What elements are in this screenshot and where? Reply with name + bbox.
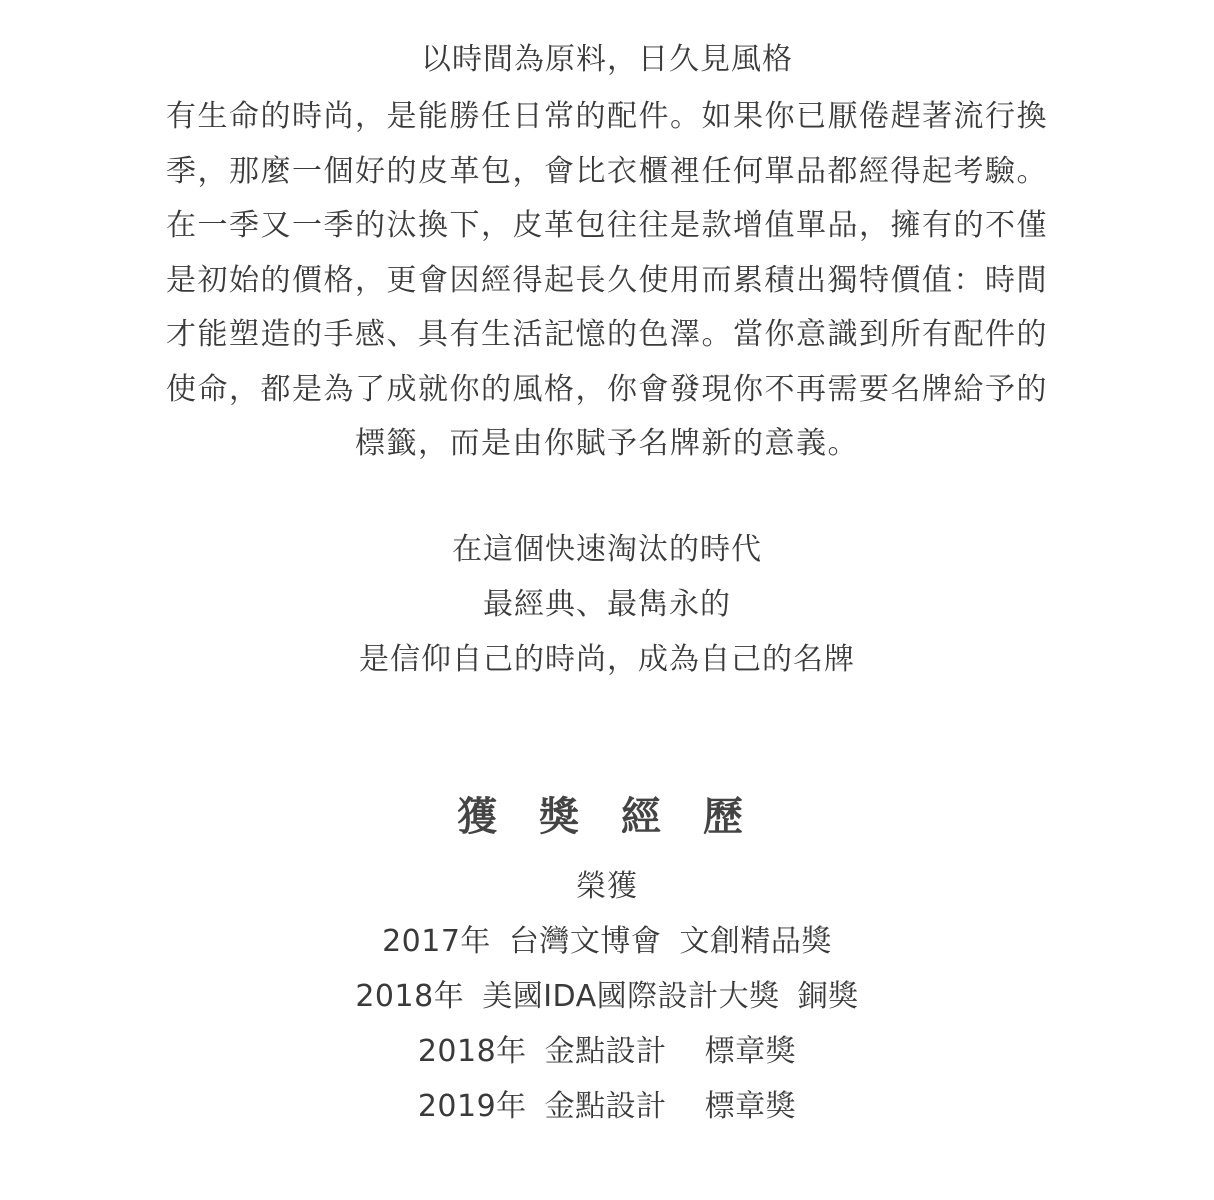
- paragraph-line: 在一季又一季的汰換下，皮革包往往是款增值單品，擁有的不僅: [166, 208, 1048, 243]
- paragraph-line: 是初始的價格，更會因經得起長久使用而累積出獨特價值：時間: [166, 262, 1048, 298]
- paragraph-line: 季，那麼一個好的皮革包，會比衣櫃裡任何單品都經得起考驗。: [166, 153, 1048, 189]
- award-prize: 銅獎: [797, 979, 859, 1014]
- award-year: 2017年: [382, 924, 491, 959]
- slogan-line-2: 最經典、最雋永的: [483, 587, 731, 622]
- award-event: 金點設計: [544, 1089, 667, 1124]
- award-item: [0, 977, 1214, 1017]
- paragraph-line: 才能塑造的手感、具有生活記憶的色澤。當你意識到所有配件的: [166, 317, 1048, 352]
- award-item: [0, 1032, 1214, 1072]
- paragraph-line: 標籤，而是由你賦予名牌新的意義。: [355, 426, 859, 461]
- awards-subtitle: 榮獲: [576, 869, 638, 904]
- award-year: 2018年: [355, 979, 465, 1014]
- award-event: 台灣文博會: [508, 924, 662, 959]
- award-year: 2019年: [417, 1089, 527, 1124]
- award-prize: 標章獎: [704, 1034, 797, 1069]
- award-year: 2018年: [417, 1034, 527, 1069]
- award-event: 美國IDA國際設計大獎: [482, 979, 780, 1014]
- slogan-line-1: 在這個快速淘汰的時代: [452, 532, 762, 567]
- award-item: [0, 922, 1214, 962]
- slogan-line-3: 是信仰自己的時尚，成為自己的名牌: [359, 642, 855, 677]
- award-prize: 文創精品獎: [679, 924, 832, 959]
- paragraph-line: 使命，都是為了成就你的風格，你會發現你不再需要名牌給予的: [166, 371, 1048, 407]
- intro-paragraph: [160, 90, 1054, 472]
- award-event: 金點設計: [544, 1034, 667, 1069]
- award-prize: 標章獎: [704, 1089, 797, 1124]
- award-item: [0, 1087, 1214, 1127]
- awards-title: 獲 獎 經 歷: [457, 794, 757, 840]
- intro-headline: 以時間為原料，日久見風格: [421, 42, 793, 77]
- paragraph-line: 有生命的時尚，是能勝任日常的配件。如果你已厭倦趕著流行換: [166, 99, 1048, 134]
